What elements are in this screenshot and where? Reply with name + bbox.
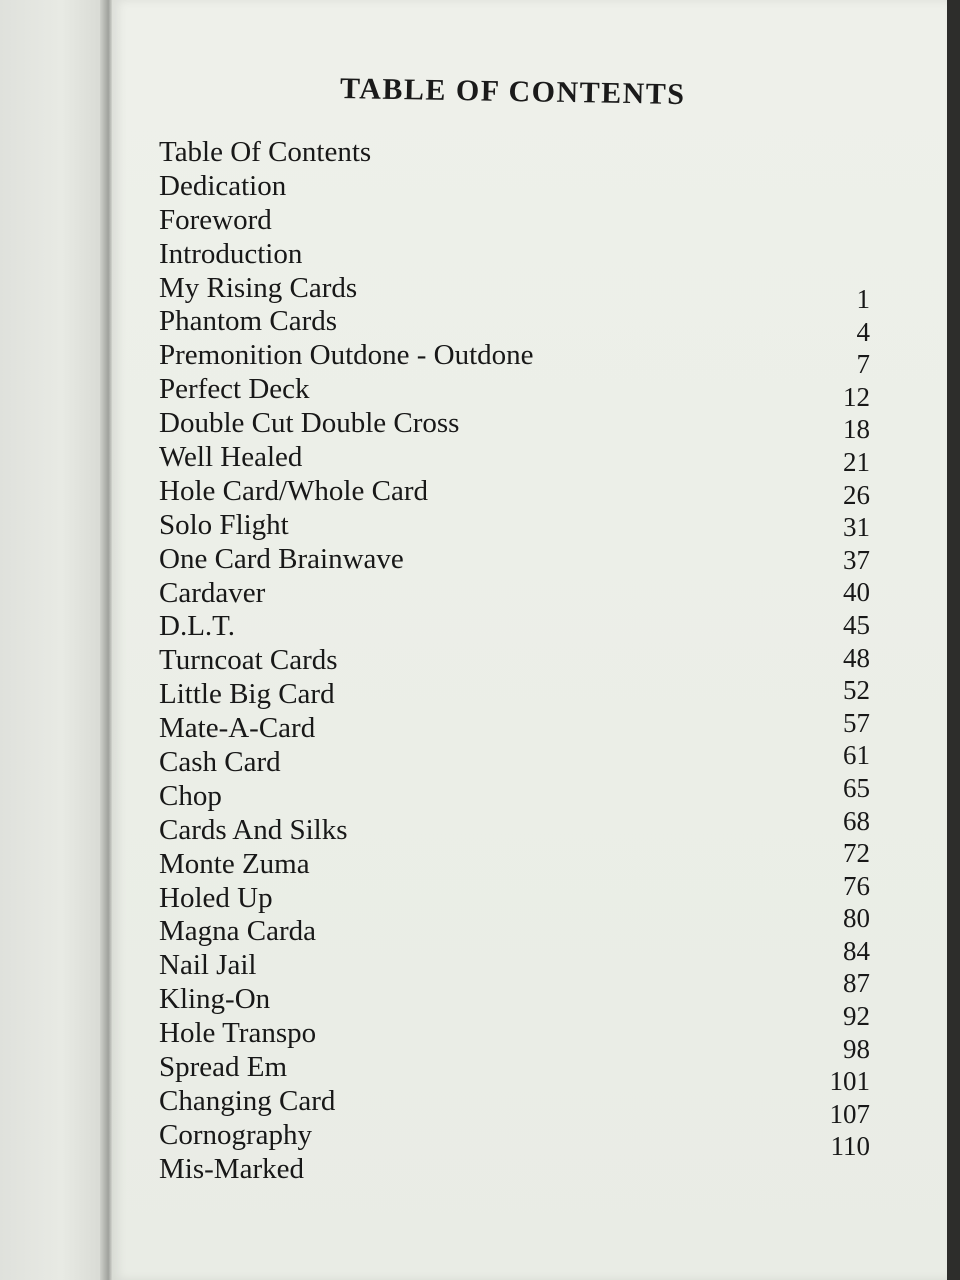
toc-entry: Perfect Deck xyxy=(159,373,310,406)
toc-entry: Hole Transpo xyxy=(159,1017,317,1050)
toc-entries xyxy=(159,136,534,1187)
toc-entry: Cardaver xyxy=(159,576,266,609)
toc-entry: Monte Zuma xyxy=(159,847,310,880)
page-number: 92 xyxy=(843,1001,870,1032)
page-number: 76 xyxy=(843,870,870,901)
toc-entry: Hole Card/Whole Card xyxy=(159,474,428,507)
page-number: 7 xyxy=(856,349,870,380)
toc-entry: Little Big Card xyxy=(159,678,335,711)
page-title: TABLE OF CONTENTS xyxy=(339,72,686,112)
toc-entry: Chop xyxy=(159,779,222,812)
page-number: 52 xyxy=(843,675,870,706)
page-number: 12 xyxy=(843,381,870,412)
toc-entry: Holed Up xyxy=(159,881,273,914)
toc-entry: Kling-On xyxy=(159,983,271,1016)
toc-entry: Foreword xyxy=(159,203,272,236)
left-page xyxy=(0,0,112,1280)
page-number: 18 xyxy=(843,414,870,445)
toc-entry: D.L.T. xyxy=(159,610,235,643)
page-number: 26 xyxy=(843,479,870,510)
toc-entry: Table Of Contents xyxy=(159,136,372,168)
toc-entry: Cornography xyxy=(159,1118,313,1151)
page-number: 72 xyxy=(843,838,870,869)
page-number: 68 xyxy=(843,805,870,836)
page-number: 110 xyxy=(830,1131,870,1162)
page-number: 107 xyxy=(829,1098,870,1129)
toc-page-numbers xyxy=(760,283,870,1163)
toc-entry: Well Healed xyxy=(159,441,303,474)
toc-entry: Cards And Silks xyxy=(159,813,348,846)
page-number: 21 xyxy=(843,446,870,477)
toc-entry: Double Cut Double Cross xyxy=(159,407,460,440)
page-number: 87 xyxy=(843,968,870,999)
toc-entry: Changing Card xyxy=(159,1084,336,1117)
page-number: 80 xyxy=(843,903,870,934)
page-number: 4 xyxy=(856,316,870,347)
page-number: 31 xyxy=(843,512,870,543)
page-number: 101 xyxy=(829,1066,870,1097)
page-number: 40 xyxy=(843,577,870,608)
toc-entry: Nail Jail xyxy=(159,949,257,982)
page-number: 65 xyxy=(843,772,870,803)
toc-entry: Magna Carda xyxy=(159,915,317,948)
toc-entry: Phantom Cards xyxy=(159,305,338,338)
toc-entry: Mis-Marked xyxy=(159,1152,304,1185)
page-number: 98 xyxy=(843,1033,870,1064)
toc-entry: One Card Brainwave xyxy=(159,542,404,575)
toc-entry: Premonition Outdone - Outdone xyxy=(159,339,534,372)
page-number: 84 xyxy=(843,935,870,966)
toc-entry: Turncoat Cards xyxy=(159,644,338,677)
toc-entry: Introduction xyxy=(159,237,303,270)
page-number: 61 xyxy=(843,740,870,771)
toc-entry: Cash Card xyxy=(159,746,281,779)
page-number: 45 xyxy=(843,609,870,640)
toc-entry: My Rising Cards xyxy=(159,271,358,304)
toc-entry: Solo Flight xyxy=(159,508,289,541)
page-number: 37 xyxy=(843,544,870,575)
toc-entry: Dedication xyxy=(159,169,287,202)
toc-entry: Spread Em xyxy=(159,1051,288,1084)
page-number: 48 xyxy=(843,642,870,673)
page-number: 1 xyxy=(856,284,870,314)
page-number: 57 xyxy=(843,707,870,738)
toc-entry: Mate-A-Card xyxy=(159,712,316,745)
